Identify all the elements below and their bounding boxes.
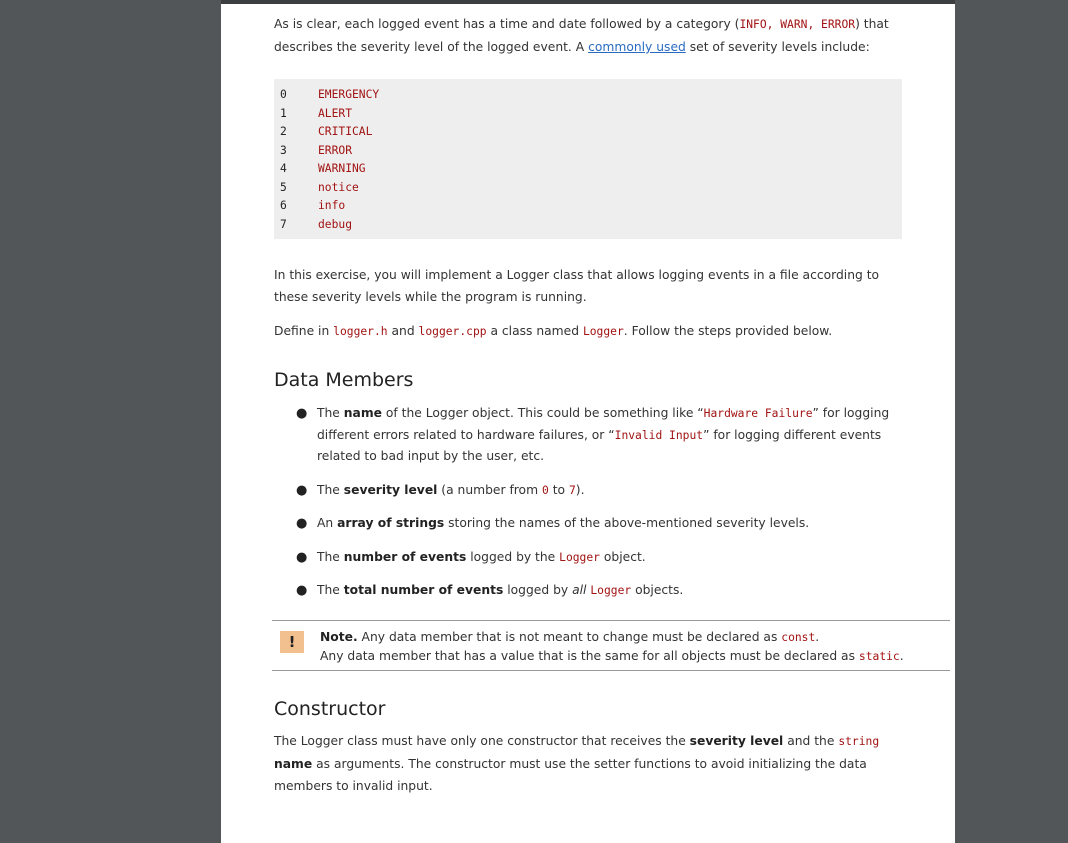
- code-line: 5 notice: [280, 180, 359, 194]
- constructor-paragraph: The Logger class must have only one constructor that receives the severity level and the string name as arguments. The constructor must use the setter functions to avoid initializing the data members to invalid input.: [274, 733, 880, 793]
- list-item: ● An array of strings storing the names of the above-mentioned severity levels.: [274, 513, 902, 535]
- exclamation-icon: !: [280, 631, 304, 653]
- define-paragraph: Define in logger.h and logger.cpp a class named Logger. Follow the steps provided below.: [274, 324, 833, 338]
- commonly-used-link[interactable]: commonly used: [588, 40, 686, 54]
- code-line: 6 info: [280, 199, 346, 212]
- intro-paragraph: As is clear, each logged event has a time and date followed by a category (INFO, WARN, ERROR) that describes the severity level of the logged event. A commonly used set of severity levels include:: [274, 17, 889, 54]
- code-line: 3 ERROR: [280, 143, 353, 157]
- data-members-list: [274, 403, 902, 602]
- constructor-heading: Constructor: [274, 697, 386, 720]
- note-line-2: Any data member that has a value that is the same for all objects must be declared as static.: [320, 648, 904, 663]
- bullet-icon: ●: [296, 583, 308, 598]
- document-page: [221, 0, 955, 843]
- code-line: 0 EMERGENCY: [280, 88, 380, 101]
- exercise-paragraph: In this exercise, you will implement a Logger class that allows logging events in a file according to these severity levels while the program is running.: [274, 268, 880, 304]
- data-members-heading: Data Members: [274, 369, 414, 391]
- note-box: [272, 620, 950, 671]
- code-line: 2 CRITICAL: [280, 125, 373, 138]
- note-label: Note.: [320, 629, 358, 644]
- bullet-icon: ●: [296, 482, 308, 498]
- bullet-icon: ●: [296, 516, 308, 531]
- categories-code: INFO, WARN, ERROR: [739, 18, 856, 31]
- bullet-icon: ●: [296, 549, 308, 565]
- code-line: 1 ALERT: [280, 106, 353, 120]
- list-item: ● The number of events logged by the Logger object.: [274, 547, 902, 569]
- list-item: ● The total number of events logged by all Logger objects.: [274, 580, 902, 602]
- note-line-1: Note. Any data member that is not meant to change must be declared as const.: [320, 629, 820, 644]
- bullet-icon: ●: [296, 406, 308, 421]
- code-line: 4 WARNING: [280, 162, 366, 175]
- page-content: [274, 13, 902, 797]
- code-line: 7 debug: [280, 217, 353, 231]
- page-top-edge: [221, 0, 955, 4]
- severity-levels-codeblock: [274, 79, 902, 239]
- list-item: ● The name of the Logger object. This could be something like “Hardware Failure” for logging different errors related to hardware failures, or “Invalid Input” for logging different events related to bad input by the user, etc.: [274, 403, 902, 468]
- list-item: ● The severity level (a number from 0 to 7).: [274, 480, 902, 502]
